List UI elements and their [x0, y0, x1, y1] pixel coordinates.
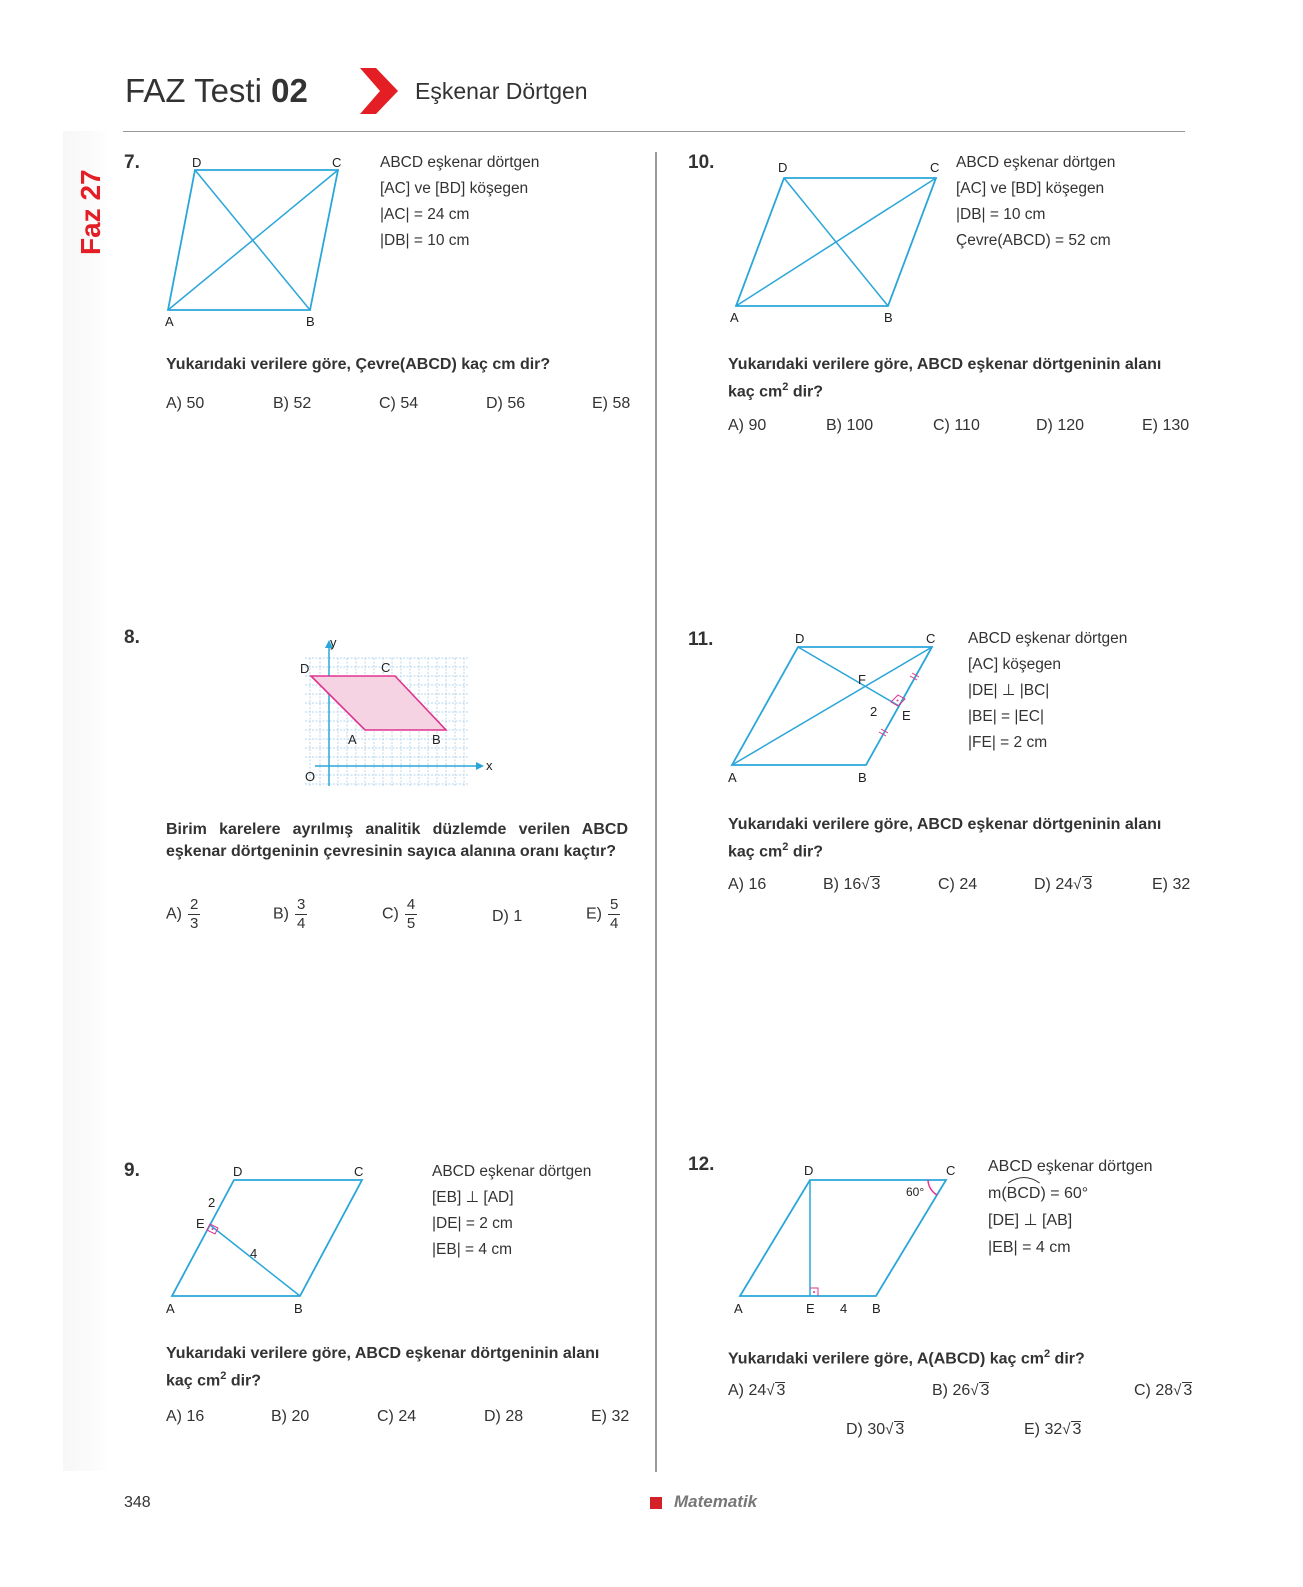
question-line: Yukarıdaki verilere göre, ABCD eşkenar dörtgeninin alanı [728, 356, 1162, 373]
figure-label: D [192, 155, 202, 170]
header-divider [123, 131, 1185, 132]
given-item: m( BCD) = 60° [988, 1180, 1153, 1207]
question-text [166, 1343, 636, 1392]
options [728, 417, 1198, 439]
options [166, 896, 636, 942]
given-item: |AC| = 24 cm [380, 206, 470, 223]
figure-label: D [778, 160, 788, 175]
fraction: $\frac{3}{4}$ [297, 896, 306, 932]
given-item: ABCD eşkenar dörtgen [956, 154, 1116, 171]
figure-label: A [165, 314, 174, 329]
figure-label: C [926, 631, 936, 646]
figure-label: F [858, 672, 866, 687]
figure-label: B [294, 1301, 303, 1313]
option-letter: E) [586, 905, 602, 923]
question-number: 10. [688, 152, 715, 173]
fraction: $\frac{5}{4}$ [610, 896, 619, 932]
figure-label: A [734, 1301, 743, 1316]
option-e[interactable]: E) 32 [1152, 876, 1191, 893]
rhombus-figure-q7 [160, 152, 360, 332]
given-item: |BE| = |EC| [968, 708, 1044, 725]
question-text: Birim karelere ayrılmış analitik düzlemde verilen ABCD eşkenar dörtgeninin çevresinin sayıca alanına oranı kaçtır? [166, 821, 628, 860]
question-text: Yukarıdaki verilere göre, A(ABCD) kaç $cm^2$ dir? [728, 1348, 1085, 1368]
given-item: [EB] ⊥ [AD] [432, 1189, 514, 1206]
figure-label: D [804, 1163, 814, 1178]
rhombus-figure-q11 [726, 630, 956, 795]
option-d[interactable]: D) 30√ 3 [846, 1421, 905, 1438]
question-number: 12. [688, 1154, 715, 1175]
arc-notation: BCD [1007, 1180, 1041, 1207]
figure-label: A [730, 310, 739, 325]
title-text: FAZ Testi [125, 72, 262, 109]
question-text [728, 354, 1198, 403]
figure-label: A [166, 1301, 175, 1313]
option-e[interactable]: E) 32√ 3 [1024, 1421, 1082, 1438]
figure-label: 4 [840, 1301, 848, 1316]
option-d[interactable]: D) 56 [486, 395, 526, 412]
question-line: kaç $cm^2$ dir? [728, 841, 824, 861]
options [728, 876, 1198, 898]
figure-label: D [300, 661, 310, 676]
option-d[interactable]: D) 120 [1036, 417, 1085, 434]
option-c[interactable]: C) 28√ 3 [1134, 1382, 1193, 1399]
rhombus-figure-q10 [728, 152, 943, 327]
options [166, 1408, 636, 1430]
option-b[interactable] [273, 896, 307, 933]
figure-label: C [354, 1164, 364, 1179]
question-text: Yukarıdaki verilere göre, Çevre(ABCD) kaç cm dir? [166, 356, 551, 373]
figure-label: E [902, 708, 911, 723]
figure-label: A [728, 770, 737, 785]
option-e[interactable]: E) 130 [1142, 417, 1190, 434]
figure-label: 2 [208, 1195, 216, 1210]
figure-label: 2 [870, 704, 878, 719]
figure-label: 4 [250, 1246, 258, 1261]
given-item: |DB| = 10 cm [380, 232, 470, 249]
fraction: $\frac{4}{5}$ [406, 896, 416, 932]
rhombus-figure-q12 [728, 1158, 968, 1318]
option-a[interactable]: A) 24√ 3 [728, 1382, 786, 1399]
given-item: [AC] ve [BD] köşegen [380, 180, 529, 197]
question-number: 11. [688, 629, 714, 650]
figure-label: B [306, 314, 315, 329]
given-item: |DB| = 10 cm [956, 206, 1046, 223]
options [166, 395, 631, 417]
option-b[interactable]: B) 26√ 3 [932, 1382, 990, 1399]
axis-label: x [486, 758, 493, 773]
question-number: 8. [124, 627, 140, 648]
figure-label: B [872, 1301, 881, 1316]
question-text [728, 814, 1198, 863]
given-item: [AC] köşegen [968, 656, 1062, 673]
given-item: |EB| = 4 cm [988, 1239, 1071, 1256]
given-item: |DE| ⊥ |BC| [968, 682, 1050, 699]
given-item: Çevre(ABCD) = 52 cm [956, 232, 1111, 249]
given-item: ABCD eşkenar dörtgen [432, 1163, 592, 1180]
given-list [968, 626, 1127, 756]
faz-logo [70, 150, 110, 260]
page-subtitle: Eşkenar Dörtgen [415, 78, 588, 104]
option-c[interactable] [382, 896, 417, 933]
options [728, 1382, 1198, 1442]
coordinate-grid-figure [300, 636, 500, 801]
figure-label: E [196, 1216, 205, 1231]
question-number: 9. [124, 1160, 140, 1181]
figure-label: A [348, 732, 357, 747]
column-divider [655, 152, 657, 1472]
svg-text:Faz 27: Faz 27 [75, 169, 106, 255]
page-title [125, 72, 308, 110]
option-e[interactable]: E) 58 [592, 395, 631, 412]
given-item: [AC] ve [BD] köşegen [956, 180, 1105, 197]
option-letter: A) [166, 905, 182, 923]
figure-label: D [233, 1164, 243, 1179]
figure-label: C [930, 160, 940, 175]
option-a[interactable] [166, 896, 200, 933]
axis-label: O [305, 769, 316, 784]
figure-label: E [806, 1301, 815, 1316]
given-item: ABCD eşkenar dörtgen [968, 630, 1128, 647]
question-line: Yukarıdaki verilere göre, ABCD eşkenar dörtgeninin alanı [166, 1345, 600, 1362]
question-number: 7. [124, 152, 140, 173]
given-item: ABCD eşkenar dörtgen [988, 1158, 1153, 1175]
given-list [432, 1159, 591, 1263]
option-c[interactable]: C) 24 [938, 876, 978, 893]
given-item: |FE| = 2 cm [968, 734, 1048, 751]
option-b[interactable]: B) 100 [826, 417, 874, 434]
option-a[interactable]: A) 50 [166, 395, 205, 412]
option-c[interactable]: C) 54 [379, 395, 419, 412]
option-e[interactable]: E) 32 [591, 1408, 630, 1425]
given-item: ABCD eşkenar dörtgen [380, 154, 540, 171]
title-number: 02 [271, 72, 308, 109]
given-list [956, 150, 1115, 254]
figure-label: B [858, 770, 867, 785]
option-a[interactable]: A) 16 [166, 1408, 205, 1425]
rhombus-figure-q9 [160, 1158, 370, 1313]
given-list [988, 1153, 1153, 1261]
question-line: Yukarıdaki verilere göre, ABCD eşkenar dörtgeninin alanı [728, 816, 1162, 833]
option-d[interactable]: D) 1 [492, 908, 523, 925]
option-letter: B) [273, 905, 289, 923]
angle-label: 60° [906, 1185, 925, 1199]
option-e[interactable] [586, 896, 620, 933]
figure-label: B [884, 310, 893, 325]
option-d[interactable]: D) 24√ 3 [1034, 876, 1093, 893]
option-d[interactable]: D) 28 [484, 1408, 524, 1425]
given-item: |EB| = 4 cm [432, 1241, 512, 1258]
figure-label: C [946, 1163, 956, 1178]
option-c[interactable]: C) 110 [933, 417, 980, 434]
square-icon [650, 1497, 662, 1509]
figure-label: D [795, 631, 805, 646]
given-item: [DE] ⊥ [AB] [988, 1212, 1073, 1229]
side-strip [63, 131, 111, 1471]
option-a[interactable]: A) 16 [728, 876, 767, 893]
option-b[interactable]: B) 52 [273, 395, 312, 412]
given-list [380, 150, 539, 254]
figure-label: C [381, 660, 391, 675]
chevron-right-icon [360, 66, 400, 116]
page-number: 348 [124, 1494, 151, 1511]
option-a[interactable]: A) 90 [728, 417, 767, 434]
subject-label: Matematik [674, 1492, 758, 1511]
option-b[interactable]: B) 16√ 3 [823, 876, 881, 893]
question-line: kaç $cm^2$ dir? [166, 1370, 262, 1390]
given-item: |DE| = 2 cm [432, 1215, 513, 1232]
figure-label: B [432, 732, 441, 747]
option-b[interactable]: B) 20 [271, 1408, 310, 1425]
figure-label: C [332, 155, 342, 170]
fraction: $\frac{2}{3}$ [190, 896, 199, 932]
option-c[interactable]: C) 24 [377, 1408, 417, 1425]
question-line: kaç $cm^2$ dir? [728, 381, 824, 401]
option-letter: C) [382, 905, 399, 923]
axis-label: y [330, 636, 337, 650]
